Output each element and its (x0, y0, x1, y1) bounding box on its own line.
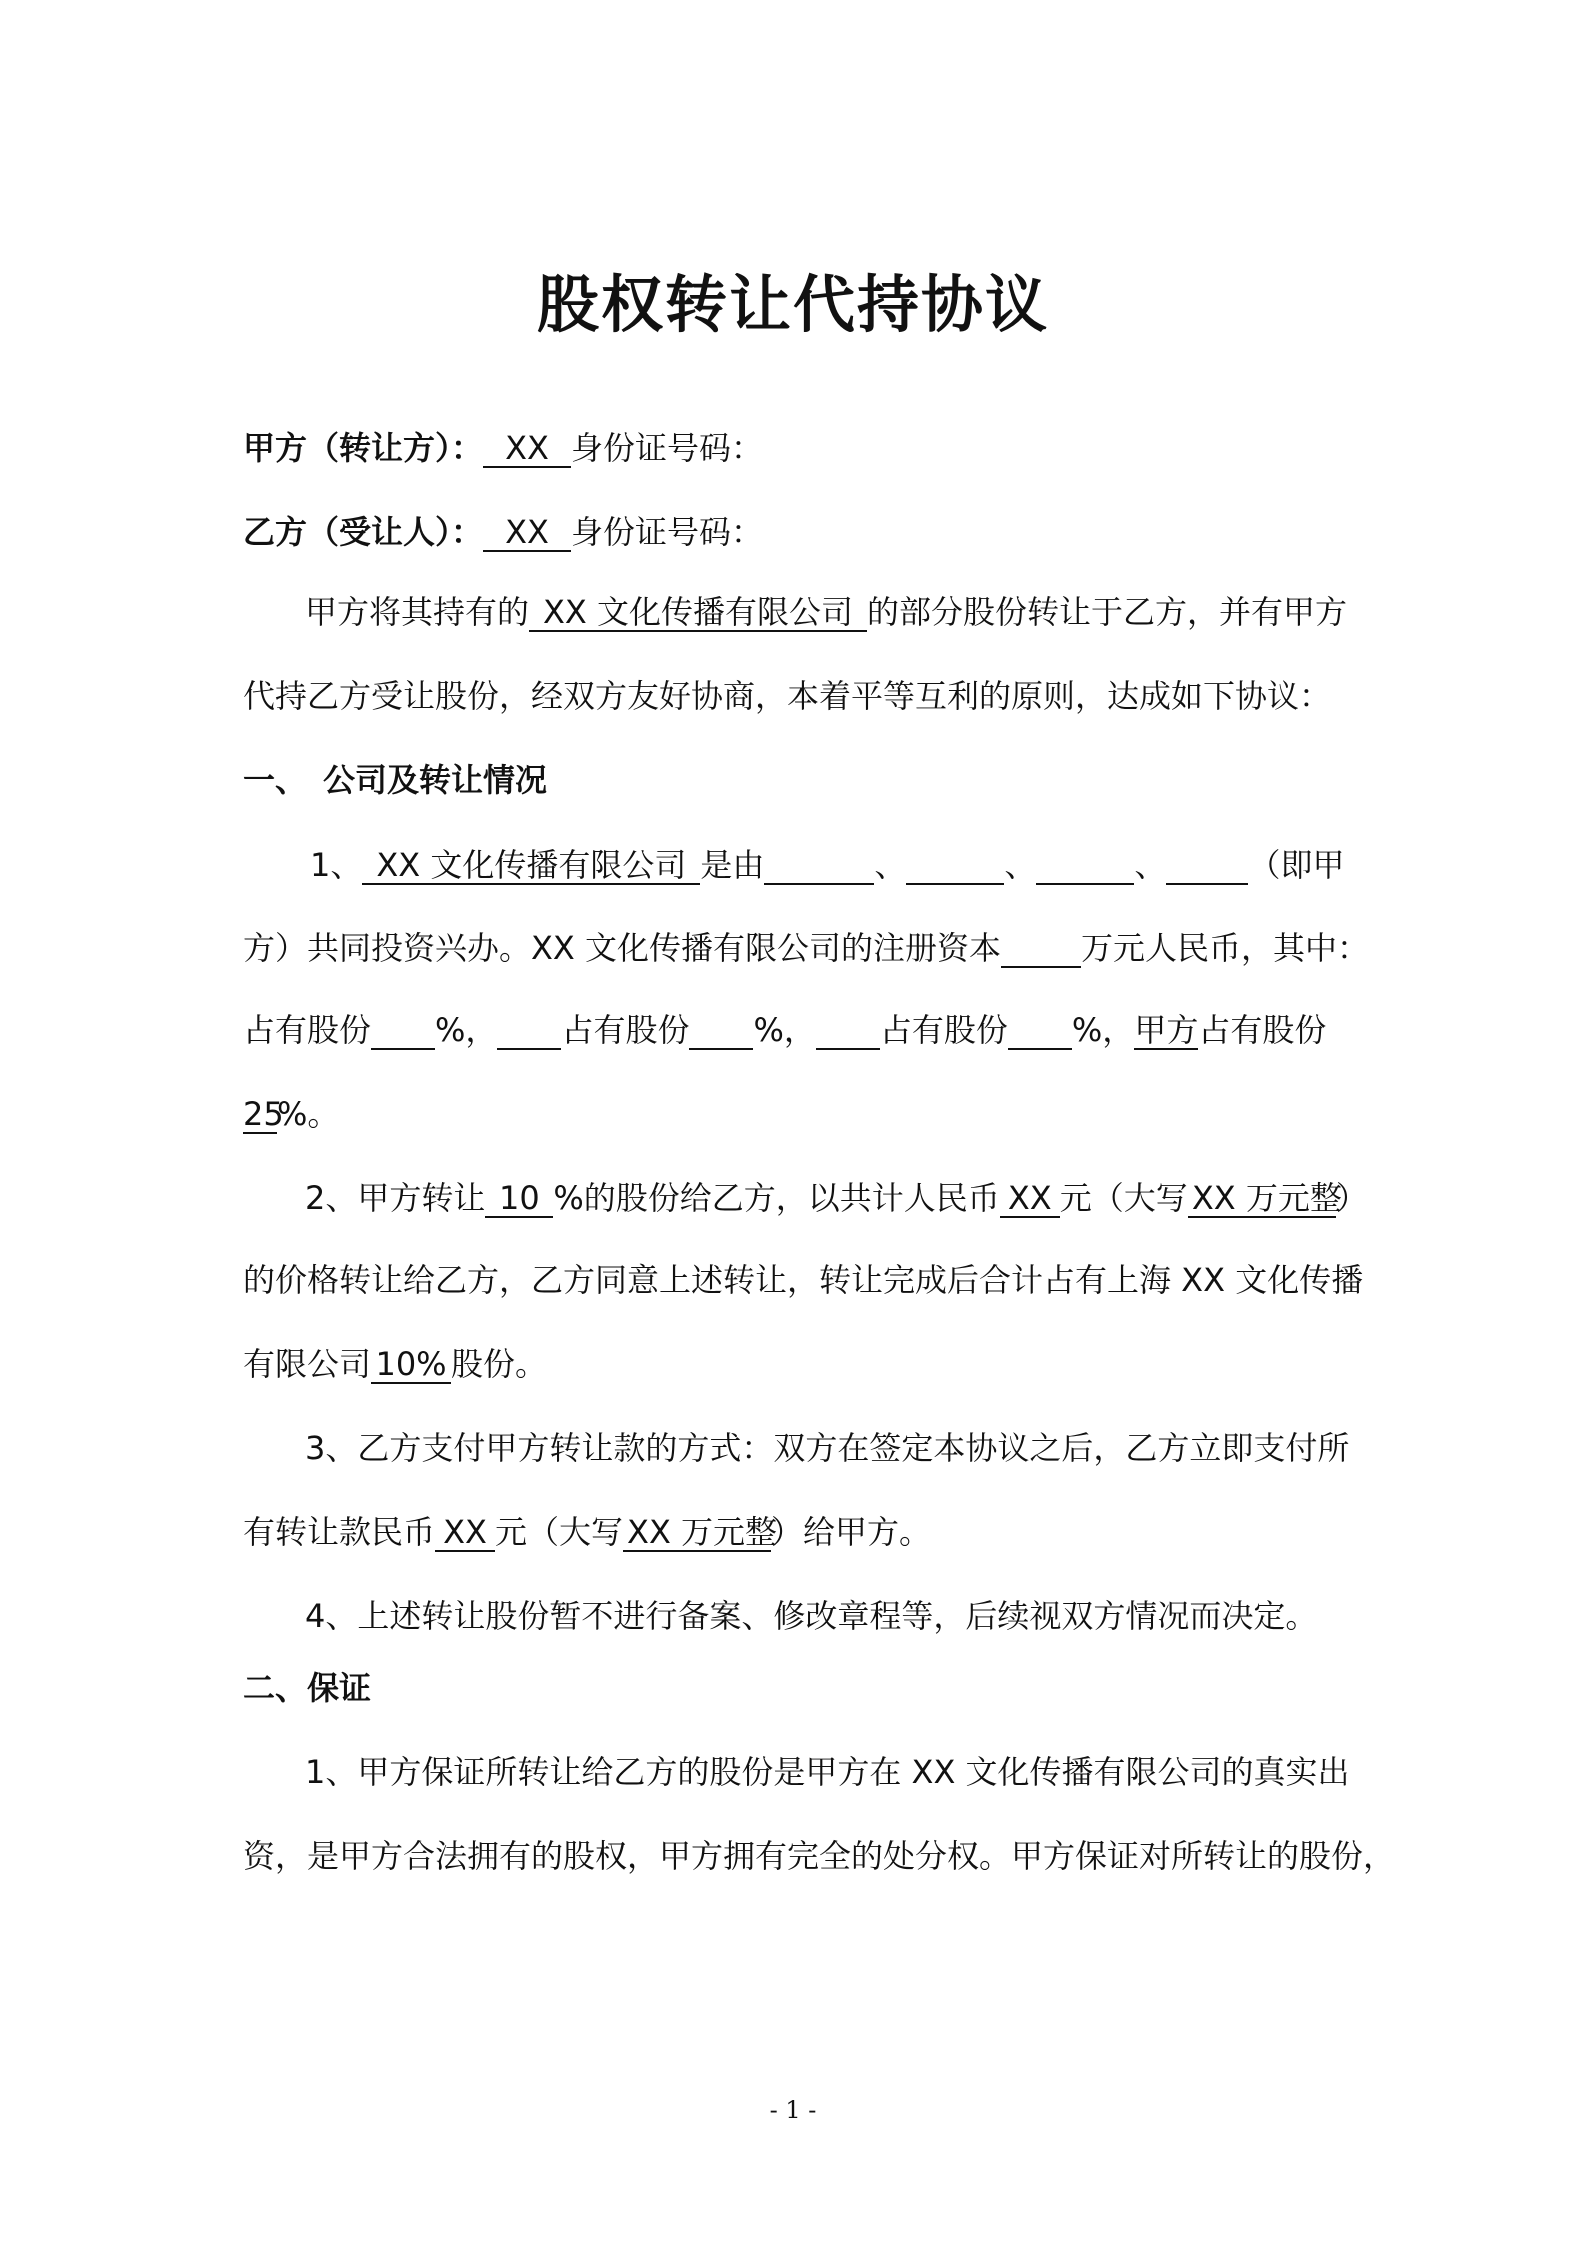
blank-field (371, 1014, 435, 1050)
clause-text: 占有股份 (561, 1011, 690, 1049)
intro-text-post: 的部分股份转让于乙方，并有甲方 (867, 593, 1348, 631)
transfer-percent: 10 (485, 1180, 553, 1218)
clause-text: 股份。 (451, 1345, 548, 1383)
clause-text: 占有股份 (1198, 1011, 1327, 1049)
clause-1-2-line-3 (243, 1344, 1363, 1384)
clause-1-3-line-2 (243, 1512, 1363, 1552)
clause-text: %， (435, 1011, 498, 1049)
transfer-amount-cn: XX 万元整 (1188, 1180, 1336, 1218)
clause-1-1-company: XX 文化传播有限公司 (362, 847, 700, 885)
party-a-percent: 25 (243, 1095, 284, 1133)
final-percent: 10% (371, 1346, 451, 1384)
blank-field (906, 849, 1004, 885)
payment-amount: XX (435, 1514, 495, 1552)
clause-1-1-line-4 (243, 1094, 1363, 1134)
document-title: 股权转让代持协议 (536, 268, 1049, 341)
blank-field (689, 1014, 753, 1050)
party-a-name: XX (483, 430, 571, 468)
blank-field (497, 1014, 561, 1050)
party-b-name: XX (483, 514, 571, 552)
blank-field (1008, 1014, 1072, 1050)
blank-field (764, 849, 874, 885)
payment-amount-cn: XX 万元整 (623, 1514, 771, 1552)
clause-2-1-line-2: 资，是甲方合法拥有的股权，甲方拥有完全的处分权。甲方保证对所转让的股份， (243, 1837, 1396, 1875)
clause-1-4: 4、上述转让股份暂不进行备案、修改章程等，后续视双方情况而决定。 (305, 1597, 1318, 1635)
blank-field (1001, 932, 1081, 968)
party-a-id-label: 身份证号码： (571, 429, 764, 467)
separator: 、 (1134, 846, 1167, 884)
clause-text: 2、甲方转让 (305, 1179, 486, 1217)
party-b-id-label: 身份证号码： (571, 513, 764, 551)
clause-text: 元（大写 (1059, 1179, 1188, 1217)
separator: 、 (1004, 846, 1037, 884)
section-1-heading: 一、 公司及转让情况 (243, 761, 548, 799)
intro-company: XX 文化传播有限公司 (529, 594, 867, 632)
blank-field (1166, 849, 1248, 885)
clause-number: 1、 (310, 846, 363, 884)
party-a-line (243, 428, 1363, 468)
blank-field (816, 1014, 880, 1050)
intro-text: 甲方将其持有的 (305, 593, 530, 631)
clause-2-1-line-1: 1、甲方保证所转让给乙方的股份是甲方在 XX 文化传播有限公司的真实出 (305, 1753, 1350, 1791)
clause-text: 万元人民币，其中： (1081, 929, 1370, 967)
clause-text: %的股份给乙方，以共计人民币 (553, 1179, 1000, 1217)
party-b-line (243, 512, 1363, 552)
party-a-label: 甲方（转让方）： (243, 429, 484, 467)
clause-text: ）给甲方。 (771, 1513, 932, 1551)
clause-text: ） (1335, 1179, 1368, 1217)
party-b-label: 乙方（受让人）： (243, 513, 484, 551)
clause-1-2-line-1 (305, 1178, 1425, 1218)
clause-text: 有转让款民币 (243, 1513, 436, 1551)
clause-1-3-line-1: 3、乙方支付甲方转让款的方式：双方在签定本协议之后，乙方立即支付所 (305, 1429, 1350, 1467)
page-number: - 1 - (769, 2096, 817, 2124)
clause-text: %， (1071, 1011, 1135, 1049)
clause-text: （即甲 (1248, 846, 1345, 884)
clause-1-1-line-1 (310, 845, 1430, 885)
transfer-amount: XX (1000, 1180, 1060, 1218)
intro-line-2: 代持乙方受让股份，经双方友好协商，本着平等互利的原则，达成如下协议： (243, 677, 1332, 715)
clause-1-2-line-2: 的价格转让给乙方，乙方同意上述转让，转让完成后合计占有上海 XX 文化传播 (243, 1261, 1364, 1299)
separator: 、 (874, 846, 907, 884)
section-2-heading: 二、保证 (243, 1669, 372, 1707)
clause-1-1-line-3 (243, 1010, 1363, 1050)
clause-text: 元（大写 (495, 1513, 624, 1551)
clause-text: %， (753, 1011, 816, 1049)
blank-field (1036, 849, 1134, 885)
intro-line-1 (305, 592, 1425, 632)
clause-1-1-line-2 (243, 928, 1370, 968)
clause-text: 有限公司 (243, 1345, 372, 1383)
party-a-holder: 甲方 (1134, 1011, 1199, 1049)
clause-text: 是由 (700, 846, 765, 884)
clause-text: 占有股份 (243, 1011, 372, 1049)
clause-text: 方）共同投资兴办。XX 文化传播有限公司的注册资本 (243, 929, 1002, 967)
clause-text: 占有股份 (879, 1011, 1008, 1049)
clause-text: %。 (277, 1095, 340, 1133)
